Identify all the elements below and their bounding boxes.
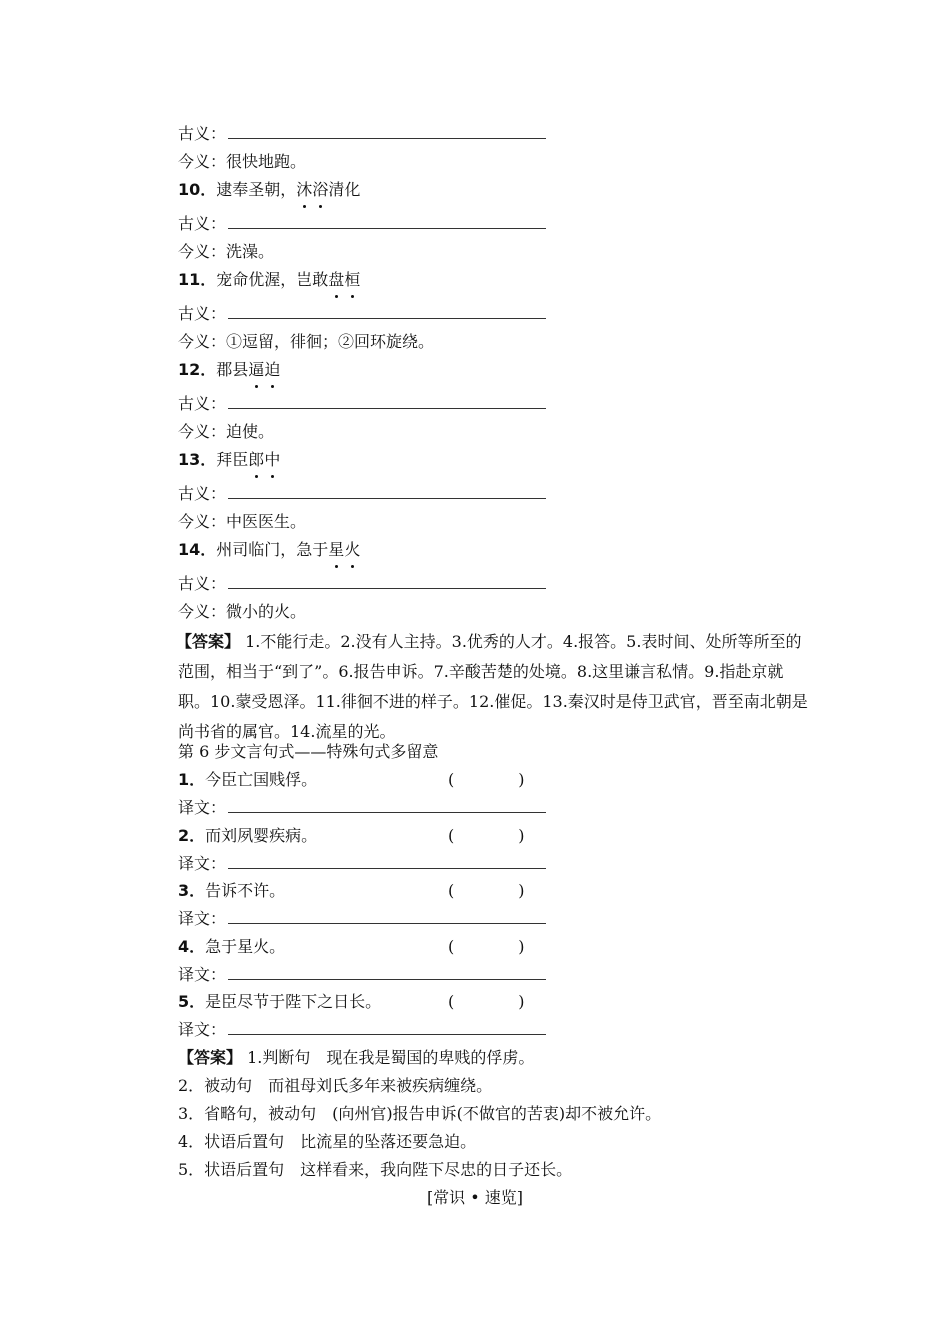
item-number: 12．: [178, 360, 217, 379]
translation-label: 译文：: [178, 965, 227, 984]
sentence-2: [178, 824, 317, 848]
sentence-4: [178, 935, 285, 959]
item-12-modern-line: 今义：迫使。: [178, 422, 275, 441]
dotted-char: 迫: [264, 358, 280, 382]
sentence-2-paren[interactable]: ( ): [448, 826, 525, 845]
dotted-char: 星: [328, 538, 344, 562]
item-11-question: [178, 268, 360, 292]
answer-block-2-line-5: 5．状语后置句 这样看来，我向陛下尽忠的日子还长。: [178, 1160, 573, 1179]
item-9-modern-line: 今义：很快地跑。: [178, 152, 307, 171]
translation-label: 译文：: [178, 1020, 227, 1039]
ancient-label: 古义：: [178, 304, 227, 323]
item-number: 10．: [178, 180, 217, 199]
item-14-question: [178, 538, 360, 562]
item-number: 2．: [178, 826, 206, 845]
item-14-ancient-line: [178, 572, 546, 596]
sentence-3: [178, 879, 285, 903]
answer-text: 1.不能行走。2.没有人主持。3.优秀的人才。4.报答。5.表时间、处所等所至的范围，相当于“到了”。6.报告申诉。7.辛酸苦楚的处境。8.这里谦言私情。9.指赴京就职。10.蒙受恩泽。11.徘徊不进的样子。12.催促。13.秦汉时是侍卫武官，晋至南北朝是尚书省的属官。14.流星的光。: [178, 632, 808, 741]
dotted-char: 沐: [296, 178, 312, 202]
item-number: 5．: [178, 992, 206, 1011]
item-number: 3．: [178, 881, 206, 900]
section-heading-common-knowledge: [常识 • 速览]: [426, 1188, 524, 1207]
sentence-2-translation: [178, 852, 546, 876]
sentence-4-paren[interactable]: ( ): [448, 937, 525, 956]
translation-label: 译文：: [178, 854, 227, 873]
item-number: 13．: [178, 450, 217, 469]
item-10-ancient-line: [178, 212, 546, 236]
dotted-char: 郎: [248, 448, 264, 472]
sentence-text: 告诉不许。: [205, 881, 286, 900]
answer-blank[interactable]: [228, 909, 546, 924]
sentence-text: 而刘夙婴疾病。: [205, 826, 318, 845]
item-13-ancient-line: [178, 482, 546, 506]
answer-blank[interactable]: [228, 214, 546, 229]
dotted-char: 逼: [248, 358, 264, 382]
answer-blank[interactable]: [228, 574, 546, 589]
answer-blank[interactable]: [228, 394, 546, 409]
answer-block-2-line-4: 4．状语后置句 比流星的坠落还要急迫。: [178, 1132, 477, 1151]
item-13-modern-line: 今义：中医医生。: [178, 512, 307, 531]
answer-block-1: [178, 627, 808, 747]
question-text: 清化: [328, 180, 361, 199]
dotted-char: 浴: [312, 178, 328, 202]
answer-block-2-line-1: [178, 1046, 534, 1070]
item-11-modern-line: 今义：①逗留，徘徊；②回环旋绕。: [178, 332, 435, 351]
sentence-5: [178, 990, 381, 1014]
ancient-label: 古义：: [178, 124, 227, 143]
answer-blank[interactable]: [228, 124, 546, 139]
sentence-5-translation: [178, 1018, 546, 1042]
dotted-char: 盘: [328, 268, 344, 292]
item-12-ancient-line: [178, 392, 546, 416]
answer-block-2-line-2: 2．被动句 而祖母刘氏多年来被疾病缠绕。: [178, 1076, 493, 1095]
answer-blank[interactable]: [228, 1020, 546, 1035]
question-text: 宠命优渥，岂敢: [216, 270, 329, 289]
item-number: 11．: [178, 270, 217, 289]
ancient-label: 古义：: [178, 214, 227, 233]
item-10-question: [178, 178, 360, 202]
sentence-4-translation: [178, 963, 546, 987]
answer-blank[interactable]: [228, 304, 546, 319]
question-text: 郡县: [216, 360, 249, 379]
translation-label: 译文：: [178, 798, 227, 817]
dotted-char: 中: [264, 448, 280, 472]
translation-label: 译文：: [178, 909, 227, 928]
dotted-char: 桓: [344, 268, 360, 292]
sentence-1: [178, 768, 317, 792]
sentence-text: 今臣亡国贱俘。: [205, 770, 318, 789]
question-text: 州司临门，急于: [216, 540, 329, 559]
item-number: 1．: [178, 770, 206, 789]
sentence-1-translation: [178, 796, 546, 820]
section-6-title: 第 6 步文言句式——特殊句式多留意: [178, 742, 439, 761]
item-12-question: [178, 358, 280, 382]
answer-label: 【答案】: [178, 1048, 243, 1067]
sentence-text: 急于星火。: [205, 937, 286, 956]
sentence-1-paren[interactable]: ( ): [448, 770, 525, 789]
item-14-modern-line: 今义：微小的火。: [178, 602, 307, 621]
sentence-text: 是臣尽节于陛下之日长。: [205, 992, 382, 1011]
sentence-5-paren[interactable]: ( ): [448, 992, 525, 1011]
dotted-char: 火: [344, 538, 360, 562]
ancient-label: 古义：: [178, 484, 227, 503]
answer-blank[interactable]: [228, 798, 546, 813]
item-11-ancient-line: [178, 302, 546, 326]
answer-blank[interactable]: [228, 854, 546, 869]
item-number: 14．: [178, 540, 217, 559]
answer-block-2-line-3: 3．省略句，被动句 (向州官)报告申诉(不做官的苦衷)却不被允许。: [178, 1104, 662, 1123]
question-text: 拜臣: [216, 450, 249, 469]
question-text: 逮奉圣朝，: [216, 180, 297, 199]
ancient-label: 古义：: [178, 394, 227, 413]
sentence-3-translation: [178, 907, 546, 931]
item-number: 4．: [178, 937, 206, 956]
item-13-question: [178, 448, 280, 472]
answer-blank[interactable]: [228, 484, 546, 499]
item-9-ancient-line: [178, 122, 546, 146]
answer-label: 【答案】: [176, 632, 241, 651]
answer-blank[interactable]: [228, 965, 546, 980]
answer-text: 1.判断句 现在我是蜀国的卑贱的俘虏。: [247, 1048, 535, 1067]
ancient-label: 古义：: [178, 574, 227, 593]
sentence-3-paren[interactable]: ( ): [448, 881, 525, 900]
item-10-modern-line: 今义：洗澡。: [178, 242, 275, 261]
